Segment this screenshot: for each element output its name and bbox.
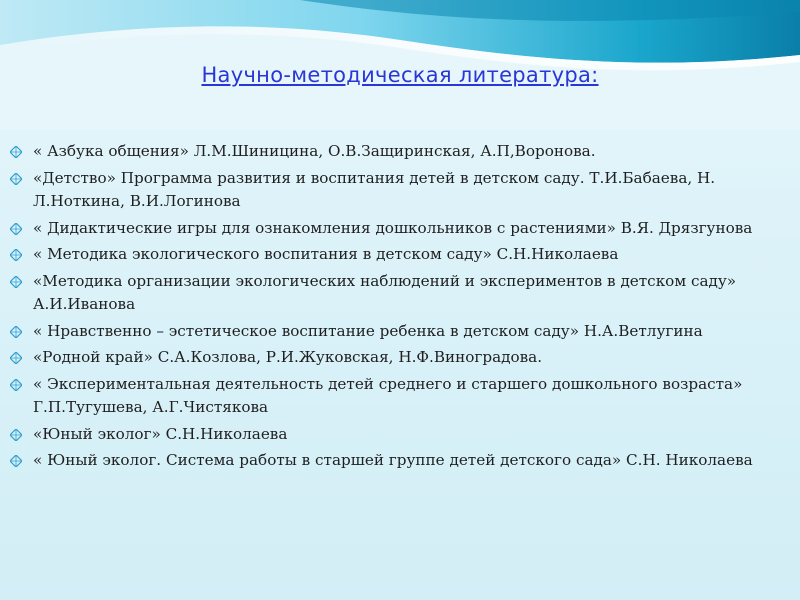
diamond-bullet-icon <box>10 223 22 235</box>
page-title: Научно-методическая литература: <box>201 63 599 87</box>
list-item <box>8 373 783 420</box>
list-item-text: « Юный эколог. Система работы в старшей группе детей детского сада» С.Н. Николаева <box>33 451 753 469</box>
literature-list <box>8 140 783 476</box>
diamond-bullet-icon <box>10 352 22 364</box>
list-item <box>8 423 783 447</box>
list-item <box>8 346 783 370</box>
list-item <box>8 167 783 214</box>
list-item <box>8 270 783 317</box>
diamond-bullet-icon <box>10 379 22 391</box>
diamond-bullet-icon <box>10 276 22 288</box>
list-item-text: «Юный эколог» С.Н.Николаева <box>33 424 288 443</box>
list-item-text: «Методика организации экологических наблюдений и экспериментов в детском саду» А.И.Иванова <box>33 271 737 313</box>
list-item-text: « Азбука общения» Л.М.Шиницина, О.В.Защиринская, А.П,Воронова. <box>33 142 596 160</box>
list-item-text: « Дидактические игры для ознакомления дошкольников с растениями» В.Я. Дрязгунова <box>33 218 753 237</box>
diamond-bullet-icon <box>10 455 22 467</box>
diamond-bullet-icon <box>10 429 22 441</box>
list-item-text: « Нравственно – эстетическое воспитание ребенка в детском саду» Н.А.Ветлугина <box>33 321 703 340</box>
list-item <box>8 320 783 344</box>
diamond-bullet-icon <box>10 146 22 158</box>
list-item <box>8 243 783 267</box>
list-item-text: « Экспериментальная деятельность детей среднего и старшего дошкольного возраста» Г.П.Тугушева, А.Г.Чистякова <box>33 374 743 416</box>
diamond-bullet-icon <box>10 326 22 338</box>
list-item-text: « Методика экологического воспитания в детском саду» С.Н.Николаева <box>33 245 619 263</box>
list-item <box>8 140 783 164</box>
list-item-text: «Родной край» С.А.Козлова, Р.И.Жуковская, Н.Ф.Виноградова. <box>33 348 543 366</box>
list-item-text: «Детство» Программа развития и воспитания детей в детском саду. Т.И.Бабаева, Н. Л.Ноткина, В.И.Логинова <box>33 168 716 210</box>
diamond-bullet-icon <box>10 173 22 185</box>
diamond-bullet-icon <box>10 249 22 261</box>
list-item <box>8 217 783 241</box>
list-item <box>8 449 783 473</box>
